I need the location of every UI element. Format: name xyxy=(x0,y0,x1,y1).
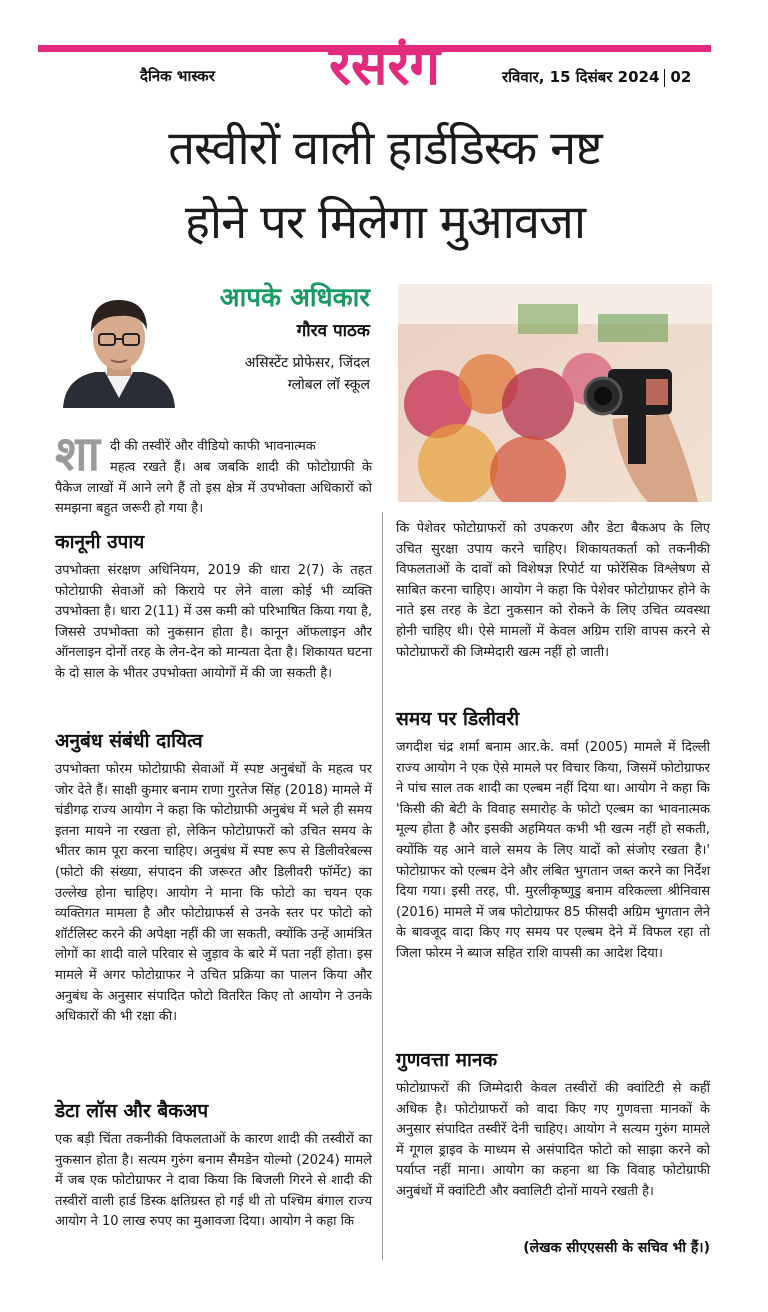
headline-line-1: तस्वीरों वाली हार्डडिस्क नष्ट xyxy=(168,121,602,176)
dropcap: शा xyxy=(55,426,101,482)
wedding-photographer-image xyxy=(398,284,712,502)
section-title: रसरंग xyxy=(328,34,441,97)
heading-quality: गुणवत्ता मानक xyxy=(396,1049,498,1071)
body-legal: उपभोक्ता संरक्षण अधिनियम, 2019 की धारा 2(7) के तहत फोटोग्राफी सेवाओं को किराये पर लेने वाला कोई भी व्यक्ति उपभोक्ता है। धारा 2(11) में उस कमी को परिभाषित किया गया है, जिससे उपभोक्ता को नुकसान होता है। कानून ऑफलाइन और ऑनलाइन दोनों तरह के लेन-देन को मान्यता देता है। शिकायत घटना के दो साल के भीतर उपभोक्ता आयोगों में की जा सकती है। xyxy=(55,563,372,681)
heading-dataloss: डेटा लॉस और बैकअप xyxy=(55,1100,209,1122)
heading-legal: कानूनी उपाय xyxy=(55,531,145,553)
heading-contract: अनुबंध संबंधी दायित्व xyxy=(55,730,203,752)
issue-date: रविवार, 15 दिसंबर 2024 xyxy=(502,68,660,86)
intro-first-line: दी की तस्वीरें और वीडियो काफी भावनात्मक xyxy=(110,439,316,454)
author-footnote: (लेखक सीएएससी के सचिव भी हैं।) xyxy=(523,1240,710,1256)
body-quality: फोटोग्राफरों की जिम्मेदारी केवल तस्वीरों की क्वांटिटी से कहीं अधिक है। फोटोग्राफरों को वादा किए गए गुणवत्ता मानकों के अनुसार संपादित तस्वीरें देनी चाहिए। आयोग ने सत्यम गुरुंग मामले में गूगल ड्राइव के माध्यम से असंपादित फोटो को साझा करने को पर्याप्त नहीं माना। आयोग का कहना था कि विवाह फोटोग्राफी अनुबंधों में क्वांटिटी और क्वालिटी दोनों मायने रखती है। xyxy=(396,1081,710,1199)
headline-line-2: होने पर मिलेगा मुआवजा xyxy=(184,195,586,250)
column-divider xyxy=(382,512,383,1260)
page-number: 02 xyxy=(670,68,692,86)
designation-line-1: असिस्टेंट प्रोफेसर, जिंदल xyxy=(244,355,370,371)
author-photo xyxy=(55,280,183,408)
author-name: गौरव पाठक xyxy=(296,321,370,341)
designation-line-2: ग्लोबल लॉ स्कूल xyxy=(287,377,370,393)
body-dataloss: एक बड़ी चिंता तकनीकी विफलताओं के कारण शादी की तस्वीरों का नुकसान होता है। सत्यम गुरुंग बनाम सैमडेन योल्मो (2024) मामले में जब एक फोटोग्राफर ने दावा किया कि बिजली गिरने से शादी की तस्वीरों वाली हार्ड डिस्क क्षतिग्रस्त हो गई थी तो पश्चिम बंगाल राज्य आयोग ने 10 लाख रुपए का मुआवजा दिया। आयोग ने कहा कि xyxy=(55,1132,372,1230)
heading-delivery: समय पर डिलीवरी xyxy=(396,708,520,730)
dateline xyxy=(502,67,691,87)
body-contract: उपभोक्ता फोरम फोटोग्राफी सेवाओं में स्पष्ट अनुबंधों के महत्व पर जोर देते हैं। साक्षी कुमार बनाम राणा गुरतेज सिंह (2018) मामले में चंडीगढ़ राज्य आयोग ने कहा कि फोटोग्राफी अनुबंध में भले ही समय इतना मायने ना रखता हो, लेकिन फोटोग्राफरों को उचित समय के भीतर काम पूरा करना चाहिए। अनुबंध में स्पष्ट रूप से डिलीवरेबल्स (फोटो की संख्या, संपादन की जरूरत और डिलीवरी फॉर्मेट) का उल्लेख होना चाहिए। आयोग ने माना कि फोटो का चयन एक व्यक्तिगत मामला है और फोटोग्राफर्स से उनके स्तर पर फोटो को शॉर्टलिस्ट करने की अपेक्षा नहीं की जा सकती, क्योंकि उन्हें आमंत्रित लोगों का शादी वाले परिवार से जुड़ाव के बारे में पता नहीं होता। इस मामले में अगर फोटोग्राफर ने उचित प्रक्रिया का पालन किया और अनुबंध के अनुसार संपादित फोटो वितरित किए तो आयोग ने उनके अधिकारों की भी रक्षा की। xyxy=(55,762,372,1025)
body-dataloss-continued: कि पेशेवर फोटोग्राफरों को उपकरण और डेटा बैकअप के लिए उचित सुरक्षा उपाय करने चाहिए। शिकायतकर्ता को तकनीकी विफलताओं के दावों को विशेषज्ञ रिपोर्ट या फोरेंसिक विश्लेषण से साबित करना चाहिए। आयोग ने कहा कि पेशेवर फोटोग्राफर होने के नाते इस तरह के डेटा नुकसान को रोकने के लिए उचित व्यवस्था होनी चाहिए थी। ऐसे मामलों में केवल अग्रिम राशि वापस करने से फोटोग्राफरों की जिम्मेदारी खत्म नहीं हो जाती। xyxy=(396,521,710,660)
body-delivery: जगदीश चंद्र शर्मा बनाम आर.के. वर्मा (2005) मामले में दिल्ली राज्य आयोग ने एक ऐसे मामले पर विचार किया, जिसमें फोटोग्राफर ने पांच साल तक शादी का एल्बम नहीं दिया था। आयोग ने कहा कि 'किसी की बेटी के विवाह समारोह के फोटो एल्बम का भावनात्मक मूल्य होता है और इसकी अहमियत कभी भी खत्म नहीं हो सकती, क्योंकि यह आने वाले समय के लिए यादों को संजोए रखता है।' फोटोग्राफर को एल्बम देने और लंबित भुगतान जब्त करने का निर्देश दिया गया। इसी तरह, पी. मुरलीकृष्णुडु बनाम वरिकल्ला श्रीनिवास (2016) मामले में जब फोटोग्राफर 85 फीसदी अग्रिम भुगतान लेने के बावजूद वादा किए गए समय पर एल्बम देने में विफल रहा तो जिला फोरम ने ब्याज सहित राशि वापसी का आदेश दिया। xyxy=(396,740,710,961)
dateline-separator xyxy=(664,69,665,87)
intro-body: महत्व रखते हैं। अब जबकि शादी की फोटोग्राफी के पैकेज लाखों में आने लगे हैं तो इस क्षेत्र में उपभोक्ता अधिकारों को समझना बहुत जरूरी हो गया है। xyxy=(55,460,372,517)
newspaper-name: दैनिक भास्कर xyxy=(140,67,215,85)
headline xyxy=(40,112,730,260)
author-designation xyxy=(190,352,370,396)
column-title: आपके अधिकार xyxy=(219,283,370,313)
